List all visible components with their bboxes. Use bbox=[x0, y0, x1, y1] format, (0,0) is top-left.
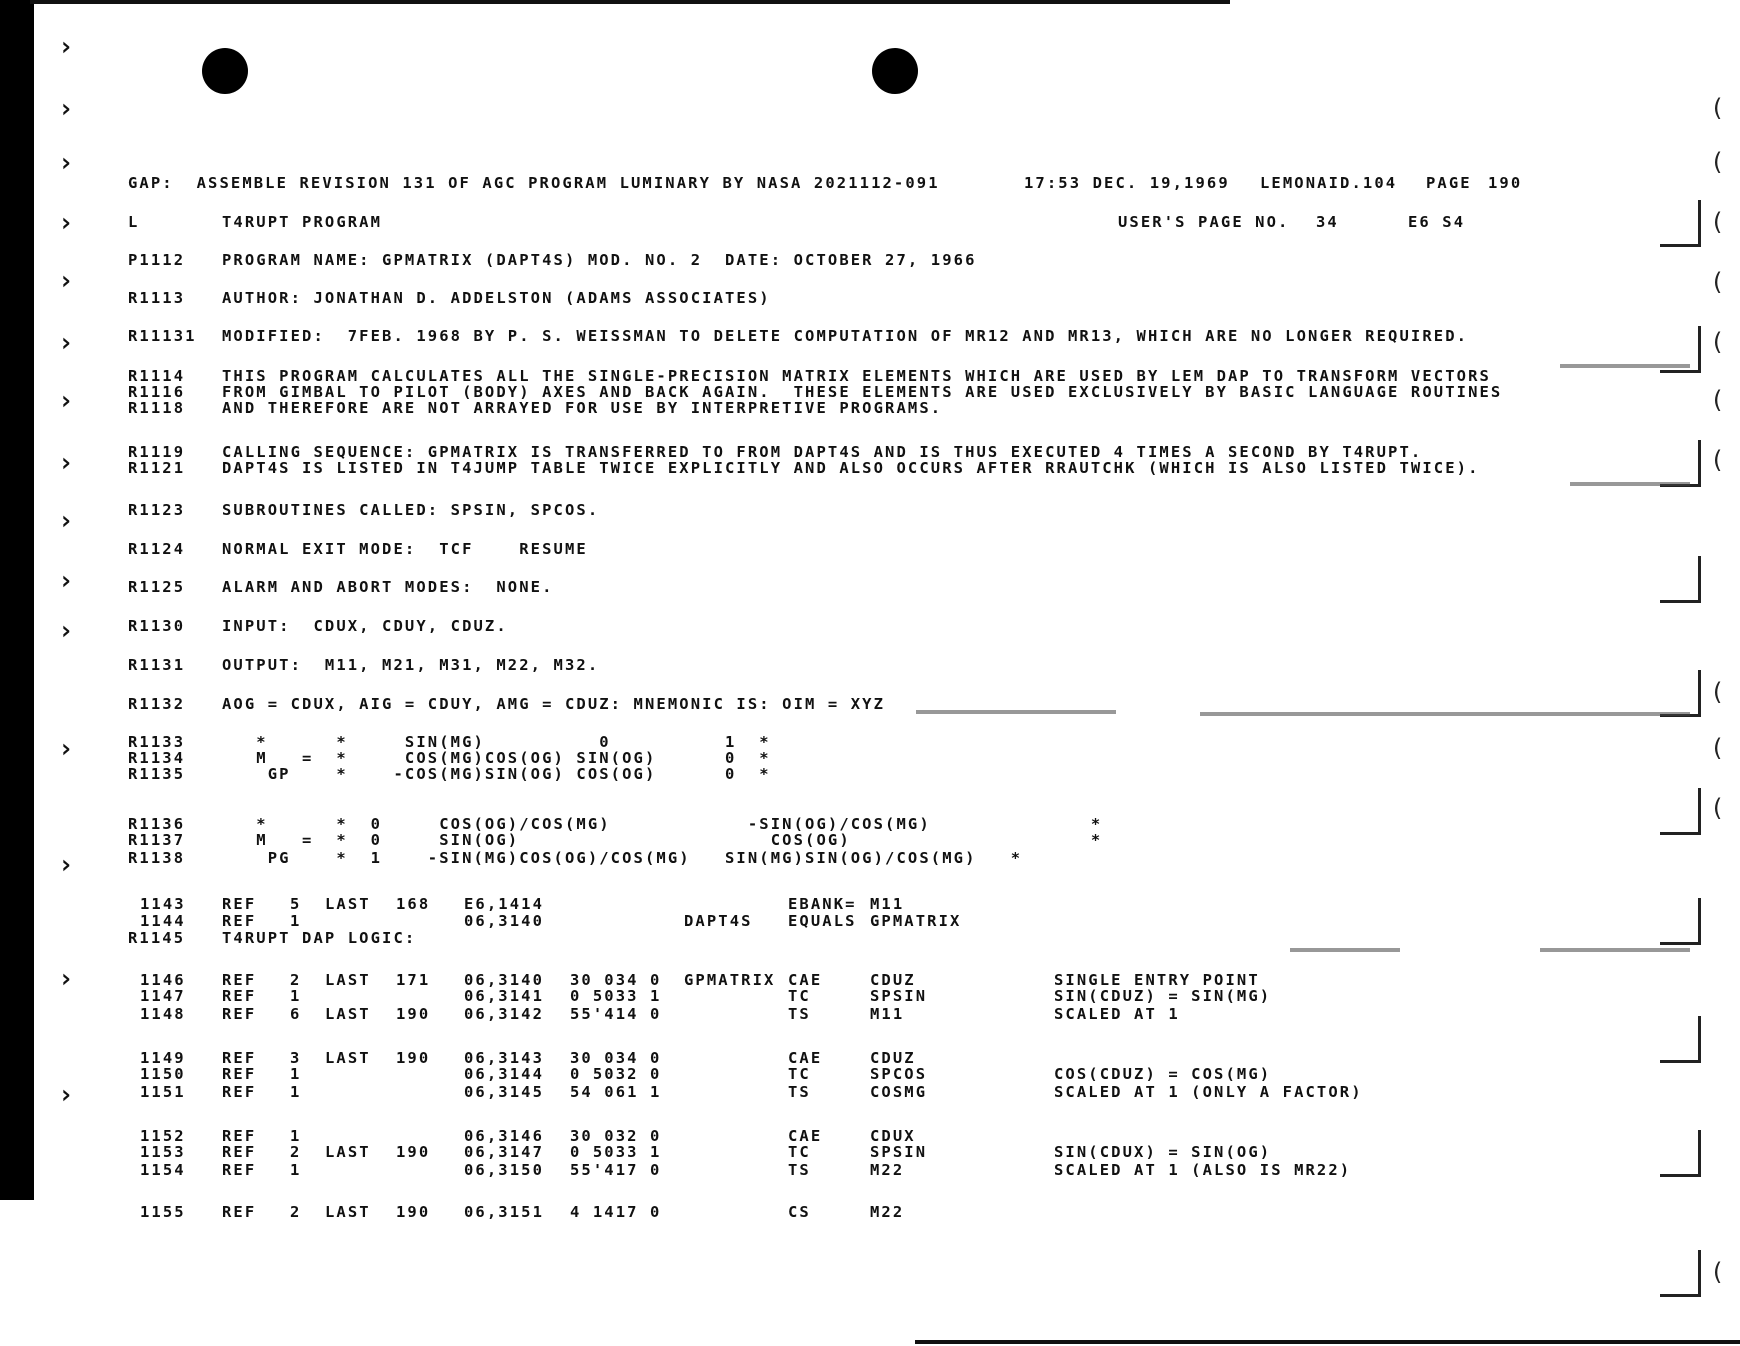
code-label: DAPT4S bbox=[684, 912, 753, 930]
address: 06,3141 bbox=[464, 987, 545, 1005]
margin-tick-mark: › bbox=[58, 448, 74, 478]
edge-bracket-mark bbox=[1660, 440, 1701, 487]
print-smudge bbox=[1290, 948, 1400, 952]
ref-count: 5 bbox=[290, 895, 302, 913]
edge-curl-mark: ( bbox=[1710, 328, 1725, 356]
code-comment: COS(CDUZ) = COS(MG) bbox=[1054, 1065, 1272, 1083]
operand: SPCOS bbox=[870, 1065, 928, 1083]
opcode: CAE bbox=[788, 971, 823, 989]
code-comment: SCALED AT 1 (ALSO IS MR22) bbox=[1054, 1161, 1352, 1179]
header-title-line: GAP: ASSEMBLE REVISION 131 OF AGC PROGRAM LUMINARY BY NASA 2021112-091 bbox=[128, 174, 940, 192]
comment-id: R1125 bbox=[128, 578, 186, 596]
margin-tick-mark: › bbox=[58, 148, 74, 178]
ref-keyword: REF bbox=[222, 1083, 257, 1101]
ref-keyword: REF bbox=[222, 987, 257, 1005]
print-smudge bbox=[1570, 482, 1690, 486]
ref-keyword: REF bbox=[222, 895, 257, 913]
margin-tick-mark: › bbox=[58, 328, 74, 358]
ref-keyword: REF bbox=[222, 971, 257, 989]
edge-bracket-mark bbox=[1660, 200, 1701, 247]
punch-hole-right bbox=[872, 48, 918, 94]
margin-tick-mark: › bbox=[58, 566, 74, 596]
edge-bracket-mark bbox=[1660, 1130, 1701, 1177]
comment-id: R1119 bbox=[128, 443, 186, 461]
line-number: 1155 bbox=[140, 1203, 186, 1221]
comment-id: R1113 bbox=[128, 289, 186, 307]
comment-text: PROGRAM NAME: GPMATRIX (DAPT4S) MOD. NO. 2 DATE: OCTOBER 27, 1966 bbox=[222, 251, 977, 269]
ref-keyword: REF bbox=[222, 1127, 257, 1145]
last-page: 171 bbox=[396, 971, 431, 989]
header-page-number: 190 bbox=[1488, 174, 1523, 192]
line-number: 1148 bbox=[140, 1005, 186, 1023]
users-page-label: USER'S PAGE NO. bbox=[1118, 213, 1290, 231]
margin-tick-mark: › bbox=[58, 964, 74, 994]
comment-text: CALLING SEQUENCE: GPMATRIX IS TRANSFERRED TO FROM DAPT4S AND IS THUS EXECUTED 4 TIMES A SECOND BY T4RUPT. bbox=[222, 443, 1423, 461]
octal-code: 55'417 0 bbox=[570, 1161, 662, 1179]
edge-curl-mark: ( bbox=[1710, 148, 1725, 176]
punch-hole-left bbox=[202, 48, 248, 94]
octal-code: 30 034 0 bbox=[570, 1049, 662, 1067]
line-number: 1152 bbox=[140, 1127, 186, 1145]
operand: GPMATRIX bbox=[870, 912, 962, 930]
opcode: TC bbox=[788, 1065, 811, 1083]
comment-text: MODIFIED: 7FEB. 1968 BY P. S. WEISSMAN TO DELETE COMPUTATION OF MR12 AND MR13, WHICH ARE NO LONGER REQUIRED. bbox=[222, 327, 1469, 345]
comment-id: R1116 bbox=[128, 383, 186, 401]
line-number: 1153 bbox=[140, 1143, 186, 1161]
margin-tick-mark: › bbox=[58, 1080, 74, 1110]
print-smudge bbox=[1560, 364, 1690, 368]
address: 06,3150 bbox=[464, 1161, 545, 1179]
margin-tick-mark: › bbox=[58, 734, 74, 764]
users-page-number: 34 bbox=[1316, 213, 1339, 231]
opcode: CAE bbox=[788, 1049, 823, 1067]
octal-code: 0 5032 0 bbox=[570, 1065, 662, 1083]
edge-curl-mark: ( bbox=[1710, 794, 1725, 822]
ref-count: 1 bbox=[290, 1127, 302, 1145]
opcode: TS bbox=[788, 1083, 811, 1101]
octal-code: 0 5033 1 bbox=[570, 987, 662, 1005]
matrix-row-text: * * SIN(MG) 0 1 * bbox=[222, 733, 771, 751]
comment-id: R1132 bbox=[128, 695, 186, 713]
section-comment-id: R1145 bbox=[128, 929, 186, 947]
ref-keyword: REF bbox=[222, 1065, 257, 1083]
code-label: GPMATRIX bbox=[684, 971, 776, 989]
address: 06,3145 bbox=[464, 1083, 545, 1101]
last-keyword: LAST bbox=[325, 895, 371, 913]
comment-text: AOG = CDUX, AIG = CDUY, AMG = CDUZ: MNEMONIC IS: OIM = XYZ bbox=[222, 695, 886, 713]
comment-id: R1124 bbox=[128, 540, 186, 558]
last-keyword: LAST bbox=[325, 1005, 371, 1023]
ref-count: 6 bbox=[290, 1005, 302, 1023]
comment-text: NORMAL EXIT MODE: TCF RESUME bbox=[222, 540, 588, 558]
octal-code: 30 032 0 bbox=[570, 1127, 662, 1145]
opcode: EQUALS bbox=[788, 912, 857, 930]
operand: CDUX bbox=[870, 1127, 916, 1145]
matrix-row-id: R1134 bbox=[128, 749, 186, 767]
edge-bracket-mark bbox=[1660, 670, 1701, 717]
comment-text: AND THEREFORE ARE NOT ARRAYED FOR USE BY INTERPRETIVE PROGRAMS. bbox=[222, 399, 943, 417]
ref-count: 1 bbox=[290, 912, 302, 930]
line-number: 1143 bbox=[140, 895, 186, 913]
margin-tick-mark: › bbox=[58, 616, 74, 646]
header-page-label: PAGE bbox=[1426, 174, 1472, 192]
left-margin-bar bbox=[0, 0, 34, 1200]
operand: SPSIN bbox=[870, 1143, 928, 1161]
comment-text: ALARM AND ABORT MODES: NONE. bbox=[222, 578, 554, 596]
margin-tick-mark: › bbox=[58, 386, 74, 416]
edge-bracket-mark bbox=[1660, 1250, 1701, 1297]
last-keyword: LAST bbox=[325, 1143, 371, 1161]
edge-curl-mark: ( bbox=[1710, 94, 1725, 122]
address: 06,3144 bbox=[464, 1065, 545, 1083]
ref-keyword: REF bbox=[222, 1143, 257, 1161]
ref-count: 1 bbox=[290, 1161, 302, 1179]
operand: CDUZ bbox=[870, 1049, 916, 1067]
opcode: EBANK= bbox=[788, 895, 857, 913]
ref-count: 2 bbox=[290, 1143, 302, 1161]
last-keyword: LAST bbox=[325, 1203, 371, 1221]
edge-bracket-mark bbox=[1660, 556, 1701, 603]
edge-bracket-mark bbox=[1660, 1016, 1701, 1063]
header-time: 17:53 DEC. 19,1969 bbox=[1024, 174, 1230, 192]
edge-curl-mark: ( bbox=[1710, 446, 1725, 474]
top-edge-rule bbox=[30, 0, 1230, 4]
operand: M22 bbox=[870, 1161, 905, 1179]
ref-keyword: REF bbox=[222, 1203, 257, 1221]
comment-id: R1131 bbox=[128, 656, 186, 674]
matrix-row-id: R1133 bbox=[128, 733, 186, 751]
matrix-row-text: GP * -COS(MG)SIN(OG) COS(OG) 0 * bbox=[222, 765, 771, 783]
comment-text: OUTPUT: M11, M21, M31, M22, M32. bbox=[222, 656, 600, 674]
print-smudge bbox=[1200, 712, 1690, 716]
line-number: 1146 bbox=[140, 971, 186, 989]
last-keyword: LAST bbox=[325, 1049, 371, 1067]
code-comment: SIN(CDUX) = SIN(OG) bbox=[1054, 1143, 1272, 1161]
ref-count: 3 bbox=[290, 1049, 302, 1067]
code-comment: SIN(CDUZ) = SIN(MG) bbox=[1054, 987, 1272, 1005]
address: 06,3146 bbox=[464, 1127, 545, 1145]
section-comment-text: T4RUPT DAP LOGIC: bbox=[222, 929, 417, 947]
print-smudge bbox=[916, 710, 1116, 714]
bottom-edge-rule bbox=[915, 1340, 1740, 1344]
matrix-row-id: R1138 bbox=[128, 849, 186, 867]
edge-curl-mark: ( bbox=[1710, 268, 1725, 296]
matrix-row-id: R1136 bbox=[128, 815, 186, 833]
ref-count: 1 bbox=[290, 987, 302, 1005]
operand: M22 bbox=[870, 1203, 905, 1221]
address: 06,3140 bbox=[464, 971, 545, 989]
address: 06,3140 bbox=[464, 912, 545, 930]
comment-text: THIS PROGRAM CALCULATES ALL THE SINGLE-PRECISION MATRIX ELEMENTS WHICH ARE USED BY LEM DAP TO TRANSFORM VECTORS bbox=[222, 367, 1491, 385]
margin-tick-mark: › bbox=[58, 850, 74, 880]
edge-curl-mark: ( bbox=[1710, 678, 1725, 706]
last-page: 168 bbox=[396, 895, 431, 913]
ref-count: 1 bbox=[290, 1083, 302, 1101]
comment-text: AUTHOR: JONATHAN D. ADDELSTON (ADAMS ASSOCIATES) bbox=[222, 289, 771, 307]
operand: M11 bbox=[870, 895, 905, 913]
matrix-row-text: M = * COS(MG)COS(OG) SIN(OG) 0 * bbox=[222, 749, 771, 767]
comment-text: SUBROUTINES CALLED: SPSIN, SPCOS. bbox=[222, 501, 600, 519]
opcode: TC bbox=[788, 1143, 811, 1161]
comment-id: P1112 bbox=[128, 251, 186, 269]
operand: COSMG bbox=[870, 1083, 928, 1101]
edge-bracket-mark bbox=[1660, 788, 1701, 835]
header-location: E6 S4 bbox=[1408, 213, 1466, 231]
comment-id: R11131 bbox=[128, 327, 197, 345]
comment-id: R1123 bbox=[128, 501, 186, 519]
comment-id: R1118 bbox=[128, 399, 186, 417]
octal-code: 55'414 0 bbox=[570, 1005, 662, 1023]
operand: M11 bbox=[870, 1005, 905, 1023]
line-number: 1144 bbox=[140, 912, 186, 930]
line-number: 1147 bbox=[140, 987, 186, 1005]
opcode: TC bbox=[788, 987, 811, 1005]
line-number: 1154 bbox=[140, 1161, 186, 1179]
matrix-row-text: * * 0 COS(OG)/COS(MG) -SIN(OG)/COS(MG) * bbox=[222, 815, 1103, 833]
last-page: 190 bbox=[396, 1203, 431, 1221]
matrix-row-text: PG * 1 -SIN(MG)COS(OG)/COS(MG) SIN(MG)SIN(OG)/COS(MG) * bbox=[222, 849, 1023, 867]
edge-curl-mark: ( bbox=[1710, 734, 1725, 762]
opcode: CS bbox=[788, 1203, 811, 1221]
ref-keyword: REF bbox=[222, 1161, 257, 1179]
edge-curl-mark: ( bbox=[1710, 1258, 1725, 1286]
octal-code: 54 061 1 bbox=[570, 1083, 662, 1101]
edge-curl-mark: ( bbox=[1710, 386, 1725, 414]
ref-count: 2 bbox=[290, 971, 302, 989]
print-smudge bbox=[1540, 948, 1690, 952]
ref-count: 1 bbox=[290, 1065, 302, 1083]
operand: CDUZ bbox=[870, 971, 916, 989]
comment-id: R1121 bbox=[128, 459, 186, 477]
opcode: TS bbox=[788, 1161, 811, 1179]
header-listing: LEMONAID.104 bbox=[1260, 174, 1398, 192]
opcode: TS bbox=[788, 1005, 811, 1023]
address: 06,3143 bbox=[464, 1049, 545, 1067]
edge-curl-mark: ( bbox=[1710, 208, 1725, 236]
ref-keyword: REF bbox=[222, 1005, 257, 1023]
octal-code: 4 1417 0 bbox=[570, 1203, 662, 1221]
comment-text: INPUT: CDUX, CDUY, CDUZ. bbox=[222, 617, 508, 635]
octal-code: 0 5033 1 bbox=[570, 1143, 662, 1161]
last-page: 190 bbox=[396, 1005, 431, 1023]
margin-tick-mark: › bbox=[58, 506, 74, 536]
margin-tick-mark: › bbox=[58, 94, 74, 124]
edge-bracket-mark bbox=[1660, 898, 1701, 945]
address: 06,3142 bbox=[464, 1005, 545, 1023]
comment-id: R1114 bbox=[128, 367, 186, 385]
code-comment: SINGLE ENTRY POINT bbox=[1054, 971, 1260, 989]
comment-text: DAPT4S IS LISTED IN T4JUMP TABLE TWICE EXPLICITLY AND ALSO OCCURS AFTER RRAUTCHK (WHICH IS ALSO LISTED TWICE). bbox=[222, 459, 1480, 477]
matrix-row-id: R1135 bbox=[128, 765, 186, 783]
margin-tick-mark: › bbox=[58, 266, 74, 296]
opcode: CAE bbox=[788, 1127, 823, 1145]
section-title: T4RUPT PROGRAM bbox=[222, 213, 383, 231]
ref-keyword: REF bbox=[222, 1049, 257, 1067]
line-number: 1150 bbox=[140, 1065, 186, 1083]
address: 06,3151 bbox=[464, 1203, 545, 1221]
last-page: 190 bbox=[396, 1049, 431, 1067]
comment-id: R1130 bbox=[128, 617, 186, 635]
margin-tick-mark: › bbox=[58, 208, 74, 238]
octal-code: 30 034 0 bbox=[570, 971, 662, 989]
last-page: 190 bbox=[396, 1143, 431, 1161]
line-number: 1151 bbox=[140, 1083, 186, 1101]
address: E6,1414 bbox=[464, 895, 545, 913]
comment-text: FROM GIMBAL TO PILOT (BODY) AXES AND BACK AGAIN. THESE ELEMENTS ARE USED EXCLUSIVELY BY BASIC LANGUAGE ROUTINES bbox=[222, 383, 1503, 401]
header-mark: L bbox=[128, 213, 140, 231]
operand: SPSIN bbox=[870, 987, 928, 1005]
matrix-row-id: R1137 bbox=[128, 831, 186, 849]
last-keyword: LAST bbox=[325, 971, 371, 989]
line-number: 1149 bbox=[140, 1049, 186, 1067]
code-comment: SCALED AT 1 bbox=[1054, 1005, 1180, 1023]
ref-keyword: REF bbox=[222, 912, 257, 930]
margin-tick-mark: › bbox=[58, 32, 74, 62]
ref-count: 2 bbox=[290, 1203, 302, 1221]
address: 06,3147 bbox=[464, 1143, 545, 1161]
matrix-row-text: M = * 0 SIN(OG) COS(OG) * bbox=[222, 831, 1103, 849]
code-comment: SCALED AT 1 (ONLY A FACTOR) bbox=[1054, 1083, 1363, 1101]
